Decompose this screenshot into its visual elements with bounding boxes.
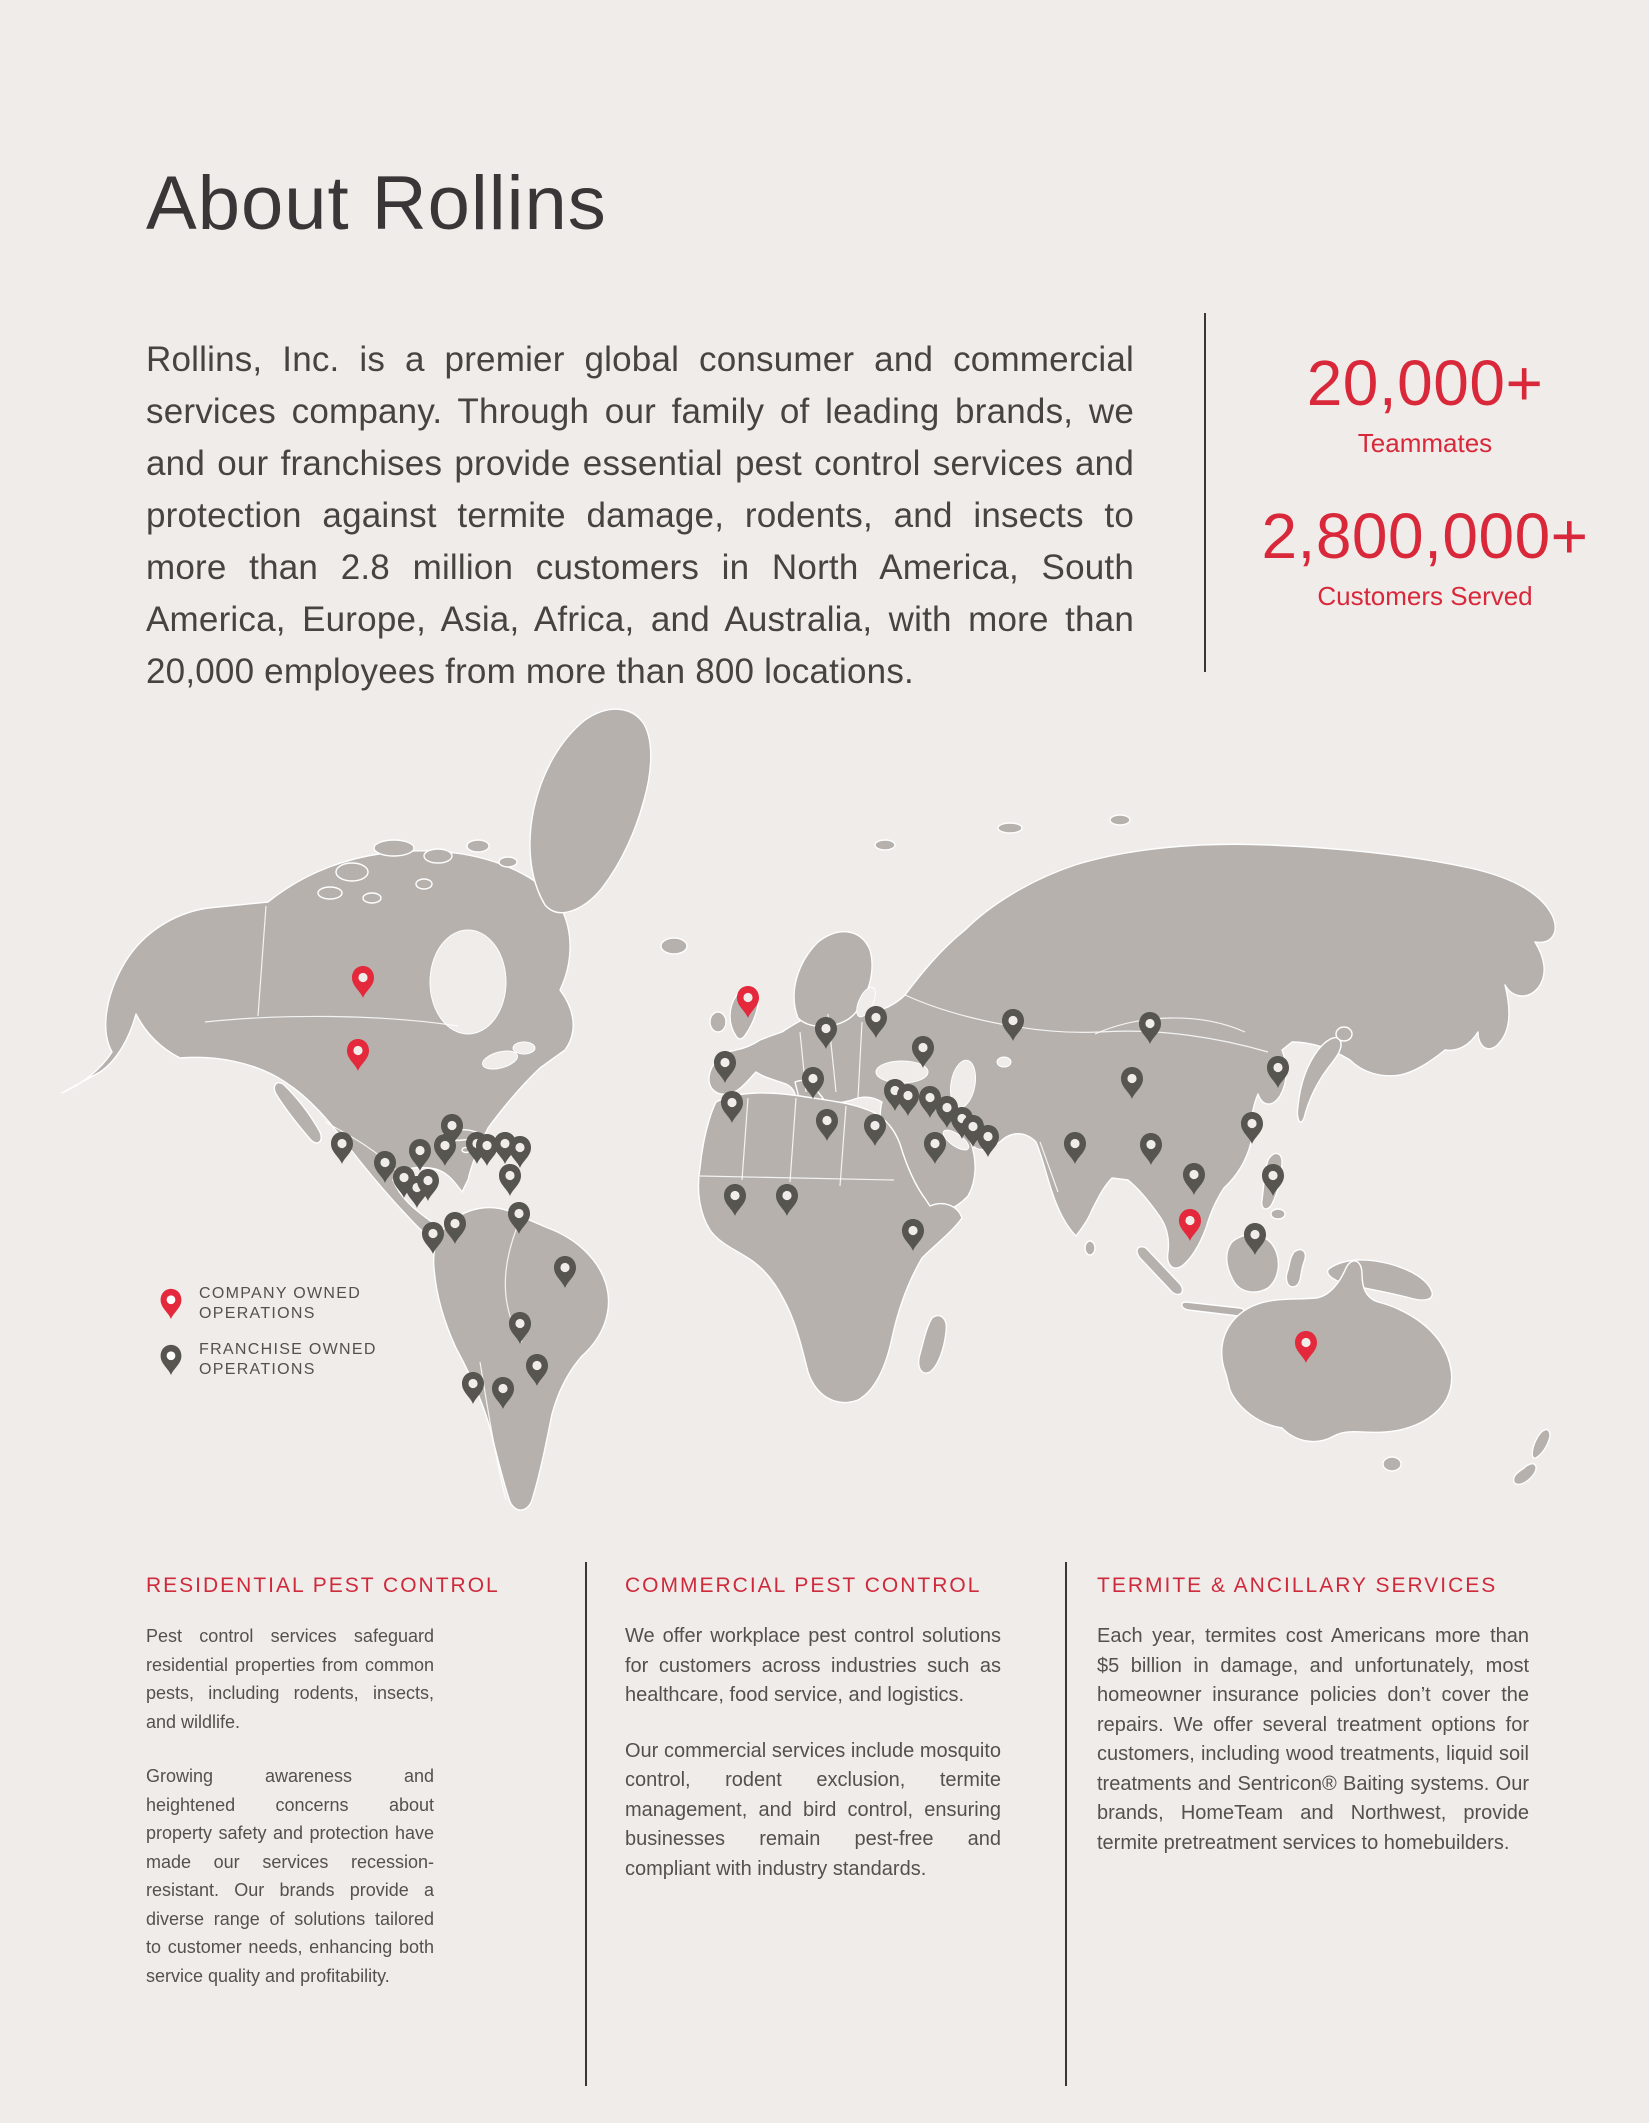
column-paragraph: We offer workplace pest control solutions for customers across industries such as healthcare, food service, and logistics. bbox=[625, 1625, 1001, 1706]
stat-teammates bbox=[1240, 347, 1610, 458]
column-heading: TERMITE & ANCILLARY SERVICES bbox=[1097, 1574, 1498, 1597]
franchise-location-pin bbox=[962, 1115, 984, 1147]
column-paragraph: Growing awareness and heightened concerns about property safety and protection have made our services recession-resistant. Our brands provide a diverse range of solutions tailored to customer needs, enhancing both service quality and profitability. bbox=[146, 1766, 434, 1986]
franchise-location-pin bbox=[864, 1114, 886, 1146]
franchise-location-pin bbox=[476, 1134, 498, 1166]
franchise-location-pin bbox=[526, 1354, 548, 1386]
stat-label: Customers Served bbox=[1317, 581, 1533, 611]
franchise-location-pin bbox=[509, 1136, 531, 1168]
franchise-location-pin bbox=[508, 1202, 530, 1234]
company-pin-icon bbox=[158, 1287, 184, 1321]
stat-customers bbox=[1240, 500, 1610, 611]
franchise-location-pin bbox=[776, 1184, 798, 1216]
franchise-location-pin bbox=[494, 1132, 516, 1164]
company-location-pin bbox=[1179, 1209, 1201, 1241]
legend-label bbox=[199, 1284, 361, 1324]
intro-paragraph: Rollins, Inc. is a premier global consumer and commercial services company. Through our family of leading brands, we and our franchises provide essential pest control services and protection against termite damage, rodents, and insects to more than 2.8 million customers in North America, South America, Europe, Asia, Africa, and Australia, with more than 20,000 employees from more than 800 locations. bbox=[146, 340, 1134, 691]
franchise-location-pin bbox=[977, 1125, 999, 1157]
franchise-location-pin bbox=[912, 1036, 934, 1068]
franchise-location-pin bbox=[1064, 1132, 1086, 1164]
franchise-location-pin bbox=[919, 1086, 941, 1118]
legend-item-franchise-owned bbox=[158, 1340, 377, 1380]
stats-block bbox=[1240, 347, 1610, 611]
franchise-location-pin bbox=[462, 1372, 484, 1404]
column-paragraph: Our commercial services include mosquito control, rodent exclusion, termite management, and bird control, ensuring businesses remain pest-free and compliant with industry standards. bbox=[625, 1739, 1001, 1880]
franchise-location-pin bbox=[409, 1139, 431, 1171]
franchise-location-pin bbox=[1121, 1067, 1143, 1099]
page-title: About Rollins bbox=[146, 161, 607, 246]
stats-divider-line bbox=[1204, 313, 1206, 672]
franchise-location-pin bbox=[492, 1377, 514, 1409]
franchise-location-pin bbox=[1267, 1056, 1289, 1088]
column-heading: COMMERCIAL PEST CONTROL bbox=[625, 1574, 982, 1597]
franchise-location-pin bbox=[936, 1096, 958, 1128]
franchise-location-pin bbox=[444, 1212, 466, 1244]
company-location-pin bbox=[1295, 1331, 1317, 1363]
franchise-location-pin bbox=[434, 1134, 456, 1166]
stat-label: Teammates bbox=[1357, 428, 1493, 458]
legend-label-line2: OPERATIONS bbox=[199, 1305, 316, 1322]
franchise-location-pin bbox=[1183, 1163, 1205, 1195]
franchise-location-pin bbox=[466, 1132, 488, 1164]
column-divider bbox=[585, 1562, 587, 2086]
column-residential-pest-control bbox=[146, 1574, 500, 2016]
country-borders bbox=[205, 906, 1268, 1500]
franchise-location-pin bbox=[714, 1051, 736, 1083]
franchise-location-pin bbox=[1262, 1164, 1284, 1196]
stat-value: 20,000+ bbox=[1306, 347, 1544, 419]
map-legend bbox=[158, 1284, 377, 1380]
column-paragraph: Each year, termites cost Americans more than $5 billion in damage, and unfortunately, most homeowner insurance policies don’t cover the repairs. We offer several treatment options for customers, including wood treatments, liquid soil treatments and Sentricon® Baiting systems. Our brands, HomeTeam and Northwest, provide termite pretreatment services to homebuilders. bbox=[1097, 1625, 1529, 1854]
company-location-pin bbox=[352, 966, 374, 998]
franchise-location-pin bbox=[1244, 1223, 1266, 1255]
franchise-location-pin bbox=[865, 1006, 887, 1038]
franchise-location-pin bbox=[902, 1219, 924, 1251]
franchise-location-pin bbox=[951, 1107, 973, 1139]
franchise-location-pin bbox=[802, 1067, 824, 1099]
franchise-location-pin bbox=[554, 1256, 576, 1288]
franchise-location-pin bbox=[499, 1164, 521, 1196]
franchise-location-pin bbox=[724, 1184, 746, 1216]
franchise-location-pin bbox=[509, 1312, 531, 1344]
franchise-location-pin bbox=[884, 1079, 906, 1111]
franchise-location-pin bbox=[374, 1151, 396, 1183]
stat-value: 2,800,000+ bbox=[1261, 500, 1589, 572]
column-heading: RESIDENTIAL PEST CONTROL bbox=[146, 1574, 500, 1597]
company-location-pin bbox=[737, 986, 759, 1018]
column-paragraph: Pest control services safeguard residential properties from common pests, including rodents, insects, and wildlife. bbox=[146, 1626, 434, 1732]
franchise-location-pin bbox=[393, 1166, 415, 1198]
franchise-location-pin bbox=[897, 1084, 919, 1116]
franchise-location-pin bbox=[1140, 1133, 1162, 1165]
franchise-location-pin bbox=[441, 1114, 463, 1146]
legend-label-line1: FRANCHISE OWNED bbox=[199, 1341, 377, 1358]
franchise-location-pin bbox=[1139, 1012, 1161, 1044]
franchise-location-pin bbox=[331, 1132, 353, 1164]
franchise-location-pin bbox=[1241, 1112, 1263, 1144]
franchise-location-pin bbox=[422, 1222, 444, 1254]
franchise-location-pin bbox=[406, 1176, 428, 1208]
legend-label-line1: COMPANY OWNED bbox=[199, 1285, 362, 1302]
franchise-location-pin bbox=[1002, 1009, 1024, 1041]
franchise-location-pin bbox=[417, 1169, 439, 1201]
column-divider bbox=[1065, 1562, 1067, 2086]
franchise-pin-icon bbox=[158, 1343, 184, 1377]
franchise-location-pin bbox=[815, 1017, 837, 1049]
franchise-location-pin bbox=[816, 1109, 838, 1141]
legend-label bbox=[199, 1340, 377, 1380]
map-landmasses bbox=[62, 709, 1555, 1510]
legend-item-company-owned bbox=[158, 1284, 377, 1324]
legend-label-line2: OPERATIONS bbox=[199, 1361, 316, 1378]
map-pins bbox=[331, 966, 1317, 1409]
column-termite-ancillary-services bbox=[1097, 1574, 1529, 1884]
franchise-location-pin bbox=[721, 1091, 743, 1123]
franchise-location-pin bbox=[924, 1132, 946, 1164]
company-location-pin bbox=[347, 1039, 369, 1071]
column-commercial-pest-control bbox=[625, 1574, 1001, 1910]
